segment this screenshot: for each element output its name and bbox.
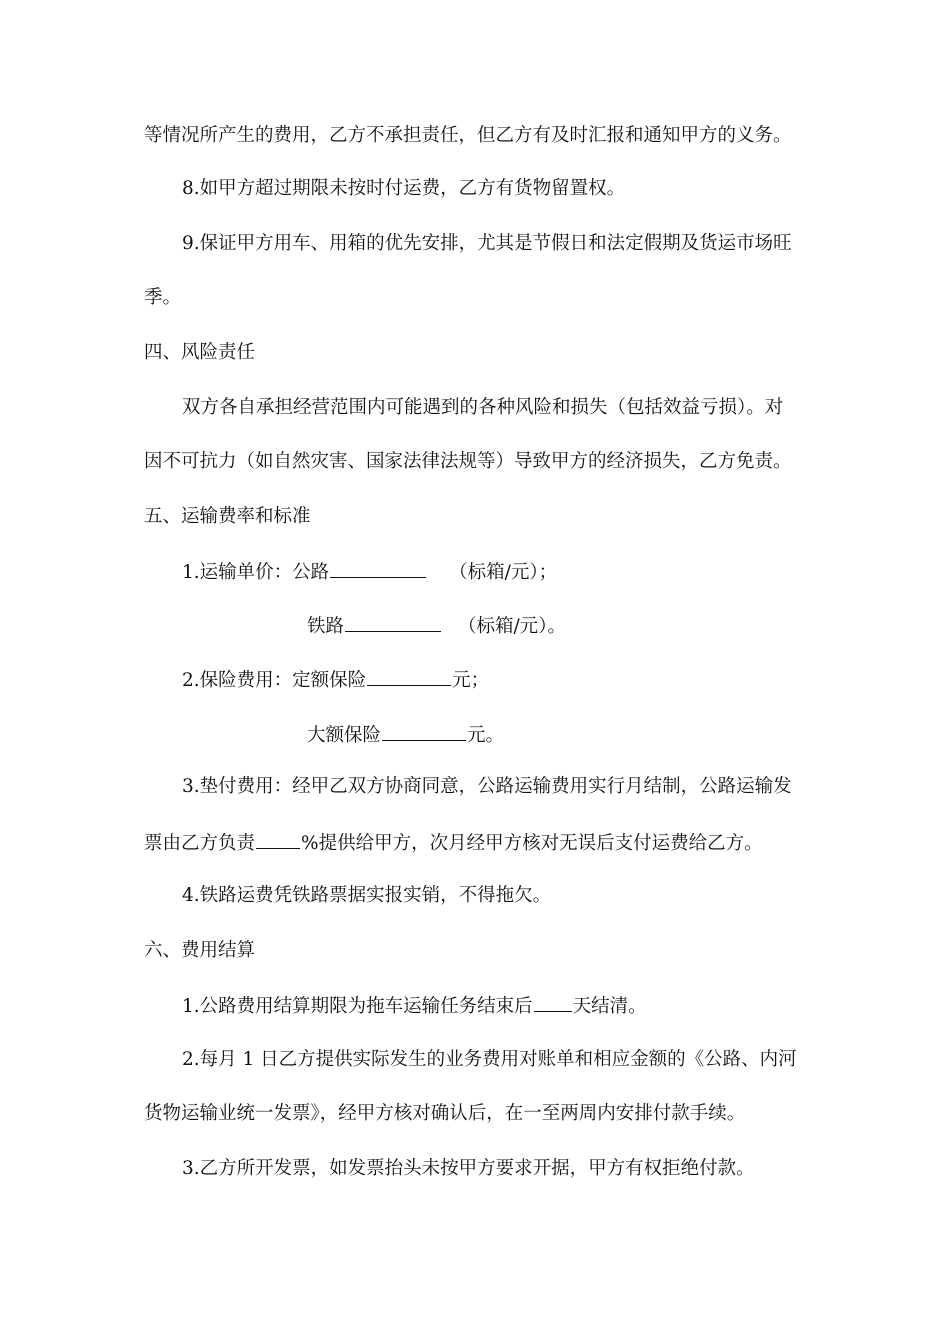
section-5-item-2-large	[307, 722, 504, 748]
rail-unit: （标箱/元）。	[458, 616, 566, 637]
section-6-item-2-line-2: 货物运输业统一发票》，经甲方核对确认后，在一至两周内安排付款手续。	[144, 1103, 746, 1124]
clause-3-item-9-line-1: 9.保证甲方用车、用箱的优先安排，尤其是节假日和法定假期及货运市场旺	[182, 233, 792, 254]
section-5-item-1-road	[182, 559, 557, 585]
section-5-item-3-line-1: 3.垫付费用：经甲乙双方协商同意，公路运输费用实行月结制，公路运输发	[182, 776, 792, 797]
road-unit: （标箱/元）；	[449, 562, 558, 583]
item-2-prefix: 2.保险费用：定额保险	[182, 670, 367, 691]
clause-3-item-9-line-2: 季。	[144, 287, 182, 308]
large-insurance-blank	[382, 722, 466, 741]
large-insurance-unit: 元。	[467, 725, 505, 746]
section-5-heading: 五、运输费率和标准	[144, 506, 311, 527]
rail-label: 铁路	[307, 616, 345, 637]
section-5-item-2-fixed	[182, 667, 489, 693]
percent-blank	[256, 830, 300, 849]
large-insurance-label: 大额保险	[307, 725, 382, 746]
section-6-item-3: 3.乙方所开发票，如发票抬头未按甲方要求开据，甲方有权拒绝付款。	[182, 1158, 755, 1179]
item-3-prefix: 票由乙方负责	[144, 833, 256, 854]
days-blank	[534, 993, 572, 1012]
settlement-prefix: 1.公路费用结算期限为拖车运输任务结束后	[182, 996, 533, 1017]
settlement-suffix: 天结清。	[572, 996, 647, 1017]
section-5-item-4: 4.铁路运费凭铁路票据实报实销，不得拖欠。	[182, 885, 552, 906]
road-price-blank	[330, 559, 426, 578]
section-4-paragraph-line-2: 因不可抗力（如自然灾害、国家法律法规等）导致甲方的经济损失，乙方免责。	[144, 451, 792, 472]
section-5-item-1-rail	[307, 613, 566, 639]
section-5-item-3-line-2	[144, 830, 763, 856]
section-6-heading: 六、费用结算	[144, 940, 256, 961]
fixed-insurance-blank	[367, 667, 451, 686]
clause-3-item-8: 8.如甲方超过期限未按时付运费，乙方有货物留置权。	[182, 178, 626, 199]
fixed-insurance-unit: 元；	[452, 670, 490, 691]
section-4-paragraph-line-1: 双方各自承担经营范围内可能遇到的各种风险和损失（包括效益亏损）。对	[182, 397, 784, 418]
section-6-item-2-line-1: 2.每月 1 日乙方提供实际发生的业务费用对账单和相应金额的《公路、内河	[182, 1049, 797, 1070]
item-3-suffix: %提供给甲方，次月经甲方核对无误后支付运费给乙方。	[301, 833, 763, 854]
paragraph-continuation: 等情况所产生的费用，乙方不承担责任，但乙方有及时汇报和通知甲方的义务。	[144, 125, 792, 146]
section-6-item-1	[182, 993, 647, 1019]
item-1-prefix: 1.运输单价：公路	[182, 562, 330, 583]
rail-price-blank	[345, 613, 441, 632]
section-4-heading: 四、风险责任	[144, 342, 256, 363]
